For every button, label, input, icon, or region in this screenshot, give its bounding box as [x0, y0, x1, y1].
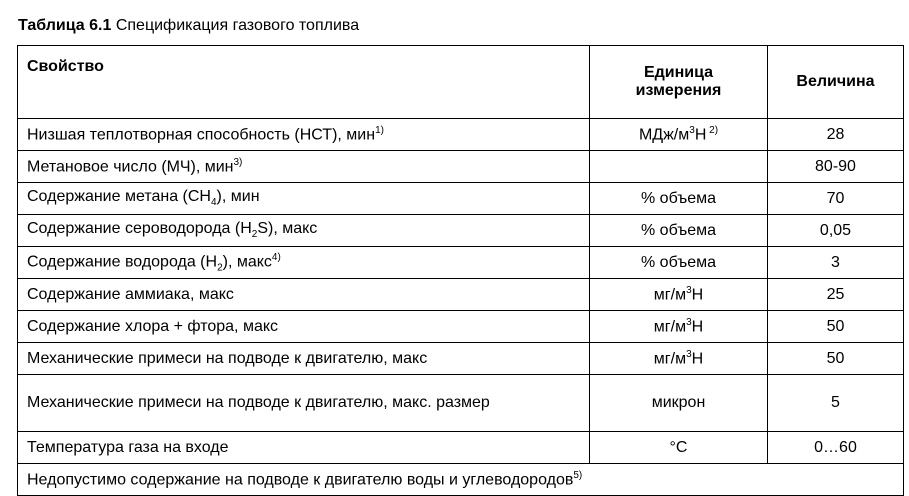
value-cell: 0,05 — [768, 215, 904, 247]
gas-fuel-spec-table — [17, 45, 904, 496]
subscript: 2 — [217, 262, 223, 274]
unit-cell: % объема — [590, 247, 768, 279]
caption-text: Спецификация газового топлива — [111, 17, 360, 34]
unit-cell: % объема — [590, 183, 768, 215]
unit-cell — [590, 119, 768, 151]
footnote-ref: 5) — [573, 469, 583, 481]
property-text: Содержание водорода (H — [27, 253, 218, 271]
table-row — [18, 215, 904, 247]
property-text: Содержание сероводорода (H — [27, 220, 252, 238]
table-caption — [18, 17, 359, 35]
value-cell: 70 — [768, 183, 904, 215]
header-unit-line1: Единица — [643, 64, 714, 81]
footer-text: Недопустимо содержание на подводе к двигателю воды и углеводородов — [27, 471, 574, 489]
unit-sup: 3 — [686, 284, 692, 296]
header-property: Свойство — [18, 46, 590, 119]
property-cell — [18, 183, 590, 215]
table-row — [18, 151, 904, 183]
property-text-2: ), макс — [222, 253, 272, 271]
header-row — [18, 46, 904, 119]
unit-cell — [590, 343, 768, 375]
unit-text: мг/м — [653, 318, 687, 336]
value-cell: 5 — [768, 375, 904, 432]
unit-cell: % объема — [590, 215, 768, 247]
property-cell: Температура газа на входе — [18, 432, 590, 464]
table-row — [18, 247, 904, 279]
property-cell: Содержание хлора + фтора, макс — [18, 311, 590, 343]
unit-sup: 3 — [686, 316, 692, 328]
unit-text: мг/м — [653, 350, 687, 368]
footnote-ref: 2) — [706, 124, 719, 136]
footer-note — [18, 464, 904, 496]
unit-sup: 3 — [689, 124, 695, 136]
value-cell: 25 — [768, 279, 904, 311]
header-unit — [590, 46, 768, 119]
property-text-2: S), макс — [257, 220, 318, 238]
footnote-ref: 4) — [271, 251, 281, 263]
footnote-ref: 3) — [233, 156, 243, 168]
subscript: 4 — [210, 197, 217, 209]
header-value: Величина — [768, 46, 904, 119]
property-cell: Содержание аммиака, макс — [18, 279, 590, 311]
unit-text: мг/м — [653, 286, 687, 304]
table-row — [18, 343, 904, 375]
header-unit-line2: измерения — [635, 82, 722, 99]
unit-cell: °C — [590, 432, 768, 464]
unit-text-2: Н — [691, 286, 704, 304]
property-text: Метановое число (МЧ), мин — [27, 158, 234, 176]
table-row — [18, 119, 904, 151]
footnote-ref: 1) — [375, 124, 384, 136]
table-row — [18, 432, 904, 464]
unit-cell — [590, 311, 768, 343]
value-cell: 50 — [768, 311, 904, 343]
property-cell — [18, 247, 590, 279]
value-cell: 80-90 — [768, 151, 904, 183]
value-cell: 3 — [768, 247, 904, 279]
unit-cell — [590, 151, 768, 183]
property-cell — [18, 215, 590, 247]
property-text: Содержание метана (CH — [27, 188, 211, 206]
unit-text-2: Н — [691, 318, 704, 336]
value-cell: 50 — [768, 343, 904, 375]
table-row — [18, 183, 904, 215]
unit-sup: 3 — [686, 348, 692, 360]
unit-text: МДж/м — [638, 126, 690, 144]
property-text: Низшая теплотворная способность (НСТ), мин — [27, 126, 376, 144]
property-cell: Механические примеси на подводе к двигателю, макс. размер — [18, 375, 590, 432]
unit-text-2: Н — [694, 126, 707, 144]
property-cell: Механические примеси на подводе к двигателю, макс — [18, 343, 590, 375]
value-cell: 0…60 — [768, 432, 904, 464]
footer-row — [18, 464, 904, 496]
property-cell — [18, 151, 590, 183]
table-row — [18, 375, 904, 432]
value-cell: 28 — [768, 119, 904, 151]
property-cell — [18, 119, 590, 151]
caption-number: Таблица 6.1 — [18, 17, 112, 34]
unit-cell: микрон — [590, 375, 768, 432]
unit-cell — [590, 279, 768, 311]
table-row — [18, 279, 904, 311]
unit-text-2: Н — [691, 350, 704, 368]
property-text-2: ), мин — [216, 188, 260, 206]
table-row — [18, 311, 904, 343]
subscript: 2 — [251, 229, 258, 241]
